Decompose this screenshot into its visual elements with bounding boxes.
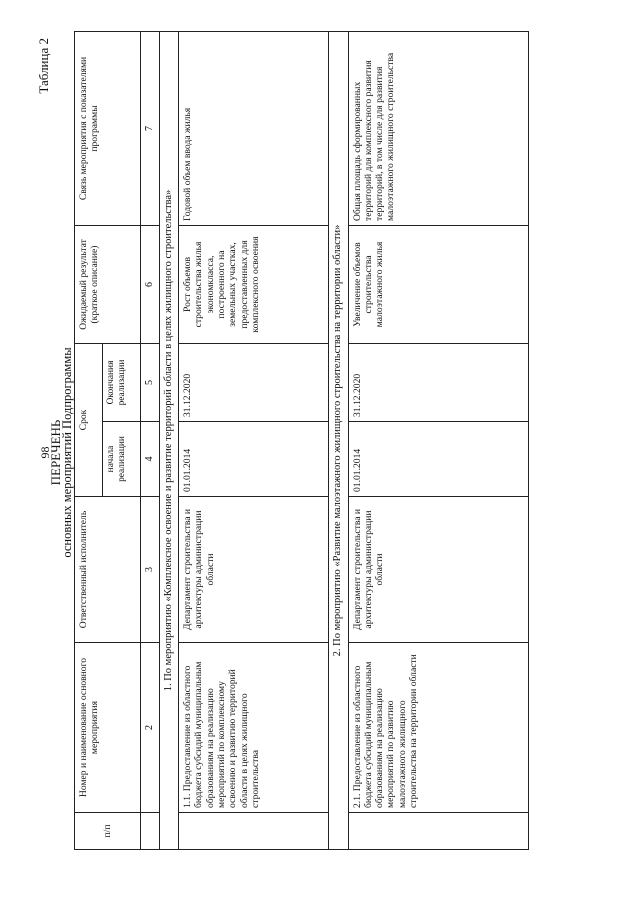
row-executor: Департамент строительства и архитектуры администрации области — [179, 497, 329, 643]
row-np — [179, 813, 329, 850]
row-link: Общая площадь сформированных территорий для комплексного развития территорий, в том числе для развития малоэтажного жилищного строительства — [348, 32, 528, 226]
header-result: Ожидаемый результат (краткое описание) — [75, 226, 141, 344]
measures-table — [74, 31, 529, 850]
row-result: Рост объемов строительства жилья экономкласса, построенного на земельных участках, предоставленных для комплексного освоения — [179, 226, 329, 344]
row-name: 2.1. Предоставление из областного бюджета субсидий муниципальным образованиям на реализацию мероприятий по развитию малоэтажного жилищного строительства на территории области — [348, 643, 528, 813]
page-number: 98 — [38, 446, 52, 459]
row-name: 1.1. Предоставление из областного бюджета субсидий муниципальным образованиям на реализацию мероприятий по комплексному освоению и развитию территорий области в целях жилищного строительства — [179, 643, 329, 813]
row-executor: Департамент строительства и архитектуры администрации области — [348, 497, 528, 643]
row-link: Годовой объем ввода жилья — [179, 32, 329, 226]
header-link: Связь мероприятия с показателями программы — [75, 32, 141, 226]
section-title: 1. По мероприятию «Комплексное освоение и развитие территорий области в целях жилищного строительства» — [159, 32, 178, 850]
row-np — [348, 813, 528, 850]
row-start: 01.01.2014 — [348, 422, 528, 497]
header-executor: Ответственный исполнитель — [75, 497, 141, 643]
col-number: 5 — [141, 344, 160, 422]
col-number: 7 — [141, 32, 160, 226]
col-number: 3 — [141, 497, 160, 643]
col-number: 4 — [141, 422, 160, 497]
header-name: Номер и наименование основного мероприятия — [75, 643, 141, 813]
header-term: Срок — [75, 344, 103, 497]
document-title: ПЕРЕЧЕНЬ — [48, 419, 63, 486]
document-subtitle: основных мероприятий Подпрограммы — [60, 347, 74, 558]
row-end: 31.12.2020 — [179, 344, 329, 422]
section-title: 2. По мероприятию «Развитие малоэтажного жилищного строительства на территории области» — [329, 32, 348, 850]
col-number: 2 — [141, 643, 160, 813]
header-end: Окончания реализации — [103, 344, 141, 422]
header-start: начала реализации — [103, 422, 141, 497]
col-number — [141, 813, 160, 850]
row-result: Увеличение объемов строительства малоэтажного жилья — [348, 226, 528, 344]
table-label: Таблица 2 — [36, 38, 51, 94]
header-np: п/п — [75, 813, 141, 850]
col-number: 6 — [141, 226, 160, 344]
row-end: 31.12.2020 — [348, 344, 528, 422]
row-start: 01.01.2014 — [179, 422, 329, 497]
